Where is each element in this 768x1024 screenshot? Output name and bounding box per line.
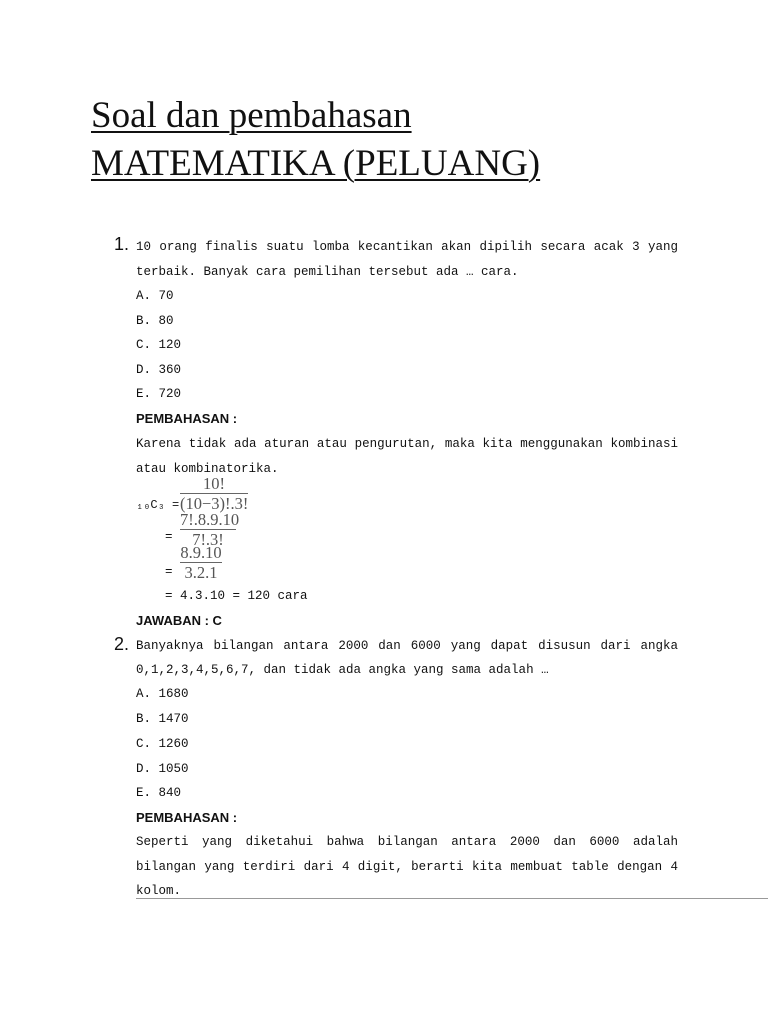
question-2-text-line-1: Banyaknya bilangan antara 2000 dan 6000 yang dapat disusun dari angka (136, 639, 678, 653)
formula-equals-2: = (165, 530, 173, 544)
question-2-option-b: B. 1470 (136, 712, 189, 726)
question-2-option-a: A. 1680 (136, 687, 189, 701)
question-1-option-a: A. 70 (136, 289, 174, 303)
formula-lhs: ₁₀C₃ = (136, 498, 180, 512)
question-2-pembahasan-label: PEMBAHASAN : (136, 810, 238, 825)
question-1-text-line-1: 10 orang finalis suatu lomba kecantikan akan dipilih secara acak 3 yang (136, 240, 678, 254)
fraction-1-denominator: (10−3)!.3! (180, 494, 249, 513)
question-2-text-line-2: 0,1,2,3,4,5,6,7, dan tidak ada angka yang sama adalah … (136, 663, 549, 677)
fraction-3-numerator: 8.9.10 (180, 543, 222, 562)
question-2-option-e: E. 840 (136, 786, 182, 800)
document-title (91, 92, 540, 188)
formula-result: = 4.3.10 = 120 cara (165, 589, 308, 603)
page-divider (136, 898, 768, 899)
title-line-2: MATEMATIKA (PELUANG) (91, 143, 541, 184)
formula-fraction-3 (180, 543, 222, 582)
question-2-option-d: D. 1050 (136, 762, 189, 776)
question-1-explanation-line-2: atau kombinatorika. (136, 462, 279, 476)
formula-equals-3: = (165, 565, 173, 579)
question-2-explanation-line-2: bilangan yang terdiri dari 4 digit, berarti kita membuat table dengan 4 (136, 860, 678, 874)
question-1-pembahasan-label: PEMBAHASAN : (136, 411, 238, 426)
question-1-answer: JAWABAN : C (136, 613, 222, 628)
question-1-explanation-line-1: Karena tidak ada aturan atau pengurutan, maka kita menggunakan kombinasi (136, 437, 678, 451)
question-2-explanation-line-3: kolom. (136, 884, 182, 898)
fraction-1-numerator: 10! (203, 474, 225, 493)
question-1-option-e: E. 720 (136, 387, 182, 401)
question-2-number: 2. (114, 634, 130, 654)
question-1-option-b: B. 80 (136, 314, 174, 328)
question-2-explanation-line-1: Seperti yang diketahui bahwa bilangan antara 2000 dan 6000 adalah (136, 835, 678, 849)
question-1-text-line-2: terbaik. Banyak cara pemilihan tersebut ada … cara. (136, 265, 519, 279)
title-line-1: Soal dan pembahasan (91, 95, 412, 136)
question-1-option-d: D. 360 (136, 363, 182, 377)
fraction-3-denominator: 3.2.1 (184, 563, 218, 582)
fraction-2-denominator: 7!.3! (192, 530, 224, 549)
question-1-option-c: C. 120 (136, 338, 182, 352)
fraction-2-numerator: 7!.8.9.10 (180, 510, 240, 529)
question-2-option-c: C. 1260 (136, 737, 189, 751)
formula-fraction-1 (180, 474, 248, 513)
question-1-number: 1. (114, 234, 130, 254)
